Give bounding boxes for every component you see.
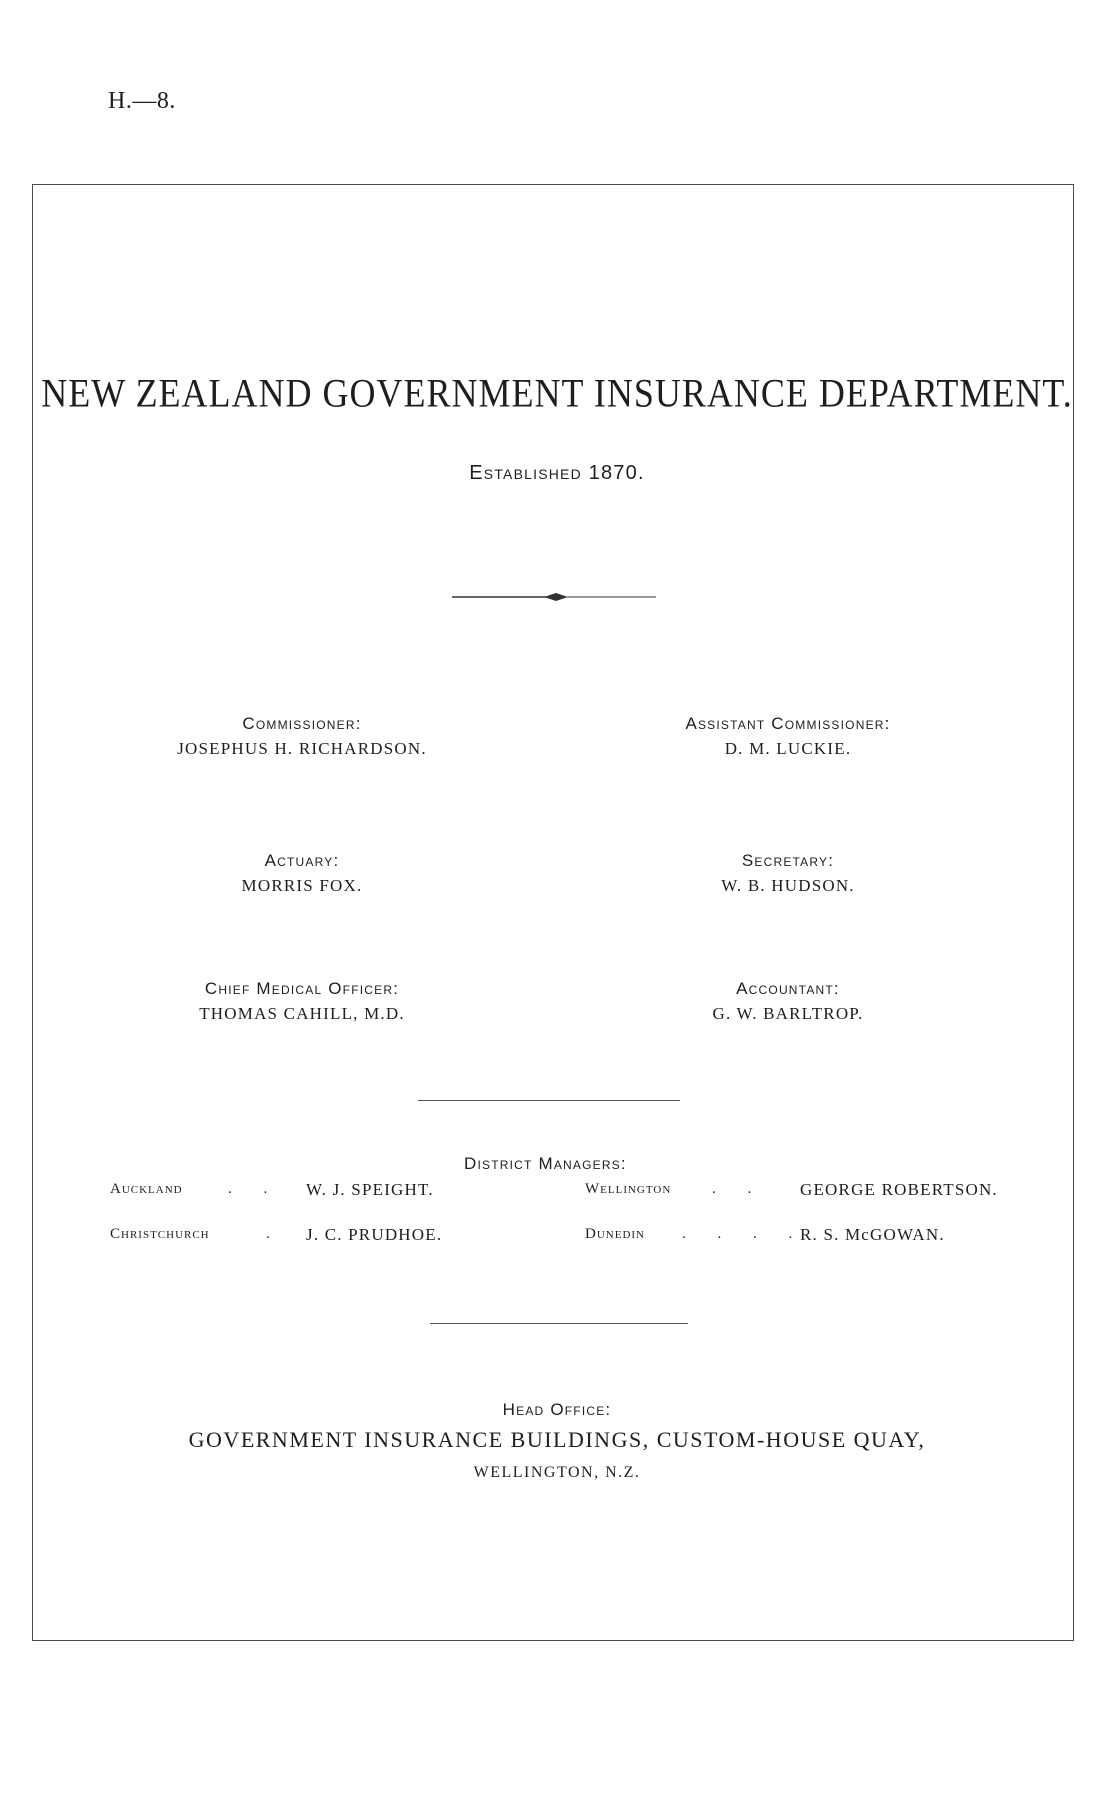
district-manager-name: J. C. PRUDHOE.: [306, 1225, 443, 1244]
district-city: Christchurch: [110, 1226, 210, 1242]
district-city: Dunedin: [585, 1226, 645, 1242]
officer-name: JOSEPHUS H. RICHARDSON.: [177, 739, 427, 758]
officer-chief-medical-officer: [92, 979, 512, 1024]
officer-name: D. M. LUCKIE.: [724, 739, 852, 758]
established-line: Established 1870.: [469, 462, 645, 484]
district-city: Wellington: [585, 1181, 672, 1197]
officer-accountant: [578, 979, 998, 1024]
dot-leader: . . . .: [682, 1226, 807, 1242]
ornament-divider-icon: [452, 590, 656, 604]
district-manager-name: W. J. SPEIGHT.: [306, 1180, 434, 1199]
officer-role: Secretary:: [741, 851, 835, 870]
dot-leader: .: [266, 1226, 284, 1242]
section-divider: [418, 1100, 680, 1101]
officer-actuary: [92, 851, 512, 896]
dot-leader: . .: [712, 1181, 766, 1197]
district-manager-name: GEORGE ROBERTSON.: [800, 1180, 998, 1199]
head-office-heading: Head Office:: [502, 1400, 612, 1419]
head-office-city: WELLINGTON, N.Z.: [473, 1464, 641, 1481]
head-office-address: GOVERNMENT INSURANCE BUILDINGS, CUSTOM-HOUSE QUAY,: [188, 1427, 926, 1452]
officer-secretary: [578, 851, 998, 896]
officer-role: Chief Medical Officer:: [204, 979, 400, 998]
officer-role: Actuary:: [264, 851, 340, 870]
page-reference: H.—8.: [108, 88, 176, 114]
department-title: NEW ZEALAND GOVERNMENT INSURANCE DEPARTMENT.: [41, 370, 1073, 416]
officer-name: MORRIS FOX.: [241, 876, 363, 895]
dot-leader: . .: [228, 1181, 282, 1197]
district-manager-name: R. S. McGOWAN.: [800, 1225, 945, 1244]
district-managers-heading: District Managers:: [464, 1154, 627, 1173]
officer-role: Commissioner:: [242, 714, 362, 733]
officer-name: G. W. BARLTROP.: [712, 1004, 864, 1023]
officer-name: W. B. HUDSON.: [721, 876, 855, 895]
district-city: Auckland: [110, 1181, 183, 1197]
officer-assistant-commissioner: [578, 714, 998, 759]
officer-role: Accountant:: [736, 979, 840, 998]
officer-role: Assistant Commissioner:: [685, 714, 891, 733]
officer-name: THOMAS CAHILL, M.D.: [199, 1004, 405, 1023]
section-divider: [430, 1323, 688, 1324]
officer-commissioner: [92, 714, 512, 759]
